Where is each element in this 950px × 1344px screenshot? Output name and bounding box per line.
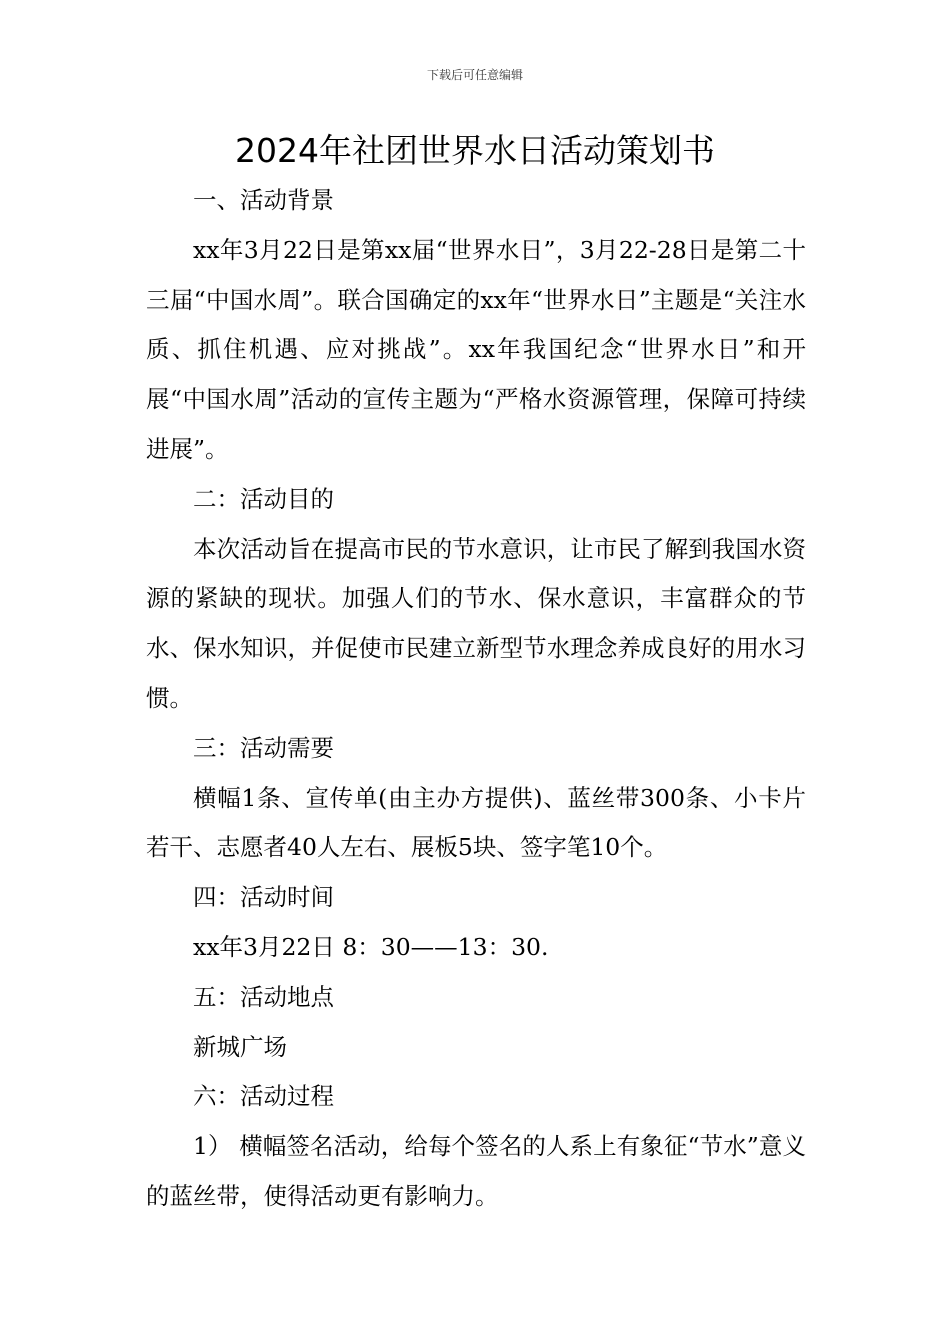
- document-title: 2024年社团世界水日活动策划书: [235, 131, 715, 170]
- paragraph-location: 新城广场: [193, 1032, 287, 1061]
- section-heading-time: 四：活动时间: [193, 883, 334, 912]
- paragraph-process: 1） 横幅签名活动，给每个签名的人系上有象征“节水”意义的蓝丝带，使得活动更有影响力。: [146, 1132, 806, 1210]
- section-heading-background: 一、活动背景: [193, 186, 334, 214]
- paragraph-purpose: 本次活动旨在提高市民的节水意识，让市民了解到我国水资源的紧缺的现状。加强人们的节水、保水意识，丰富群众的节水、保水知识，并促使市民建立新型节水理念养成良好的用水习惯。: [146, 534, 806, 712]
- paragraph-needs: 横幅1条、宣传单(由主办方提供)、蓝丝带300条、小卡片若干、志愿者40人左右、展板5块、签字笔10个。: [146, 783, 806, 862]
- section-heading-process: 六：活动过程: [193, 1082, 334, 1111]
- header-note: 下载后可任意编辑: [426, 68, 523, 82]
- section-heading-purpose: 二：活动目的: [193, 484, 334, 513]
- paragraph-time: xx年3月22日 8：30——13：30.: [193, 932, 549, 961]
- section-heading-needs: 三：活动需要: [193, 733, 334, 762]
- document-body: [146, 176, 806, 1222]
- paragraph-background: xx年3月22日是第xx届“世界水日”，3月22-28日是第二十三届“中国水周”。联合国确定的xx年“世界水日”主题是“关注水质、抓住机遇、应对挑战”。xx年我国纪念“世界水日”和开展“中国水周”活动的宣传主题为“严格水资源管理，保障可持续进展”。: [146, 235, 806, 463]
- section-heading-location: 五：活动地点: [193, 982, 334, 1011]
